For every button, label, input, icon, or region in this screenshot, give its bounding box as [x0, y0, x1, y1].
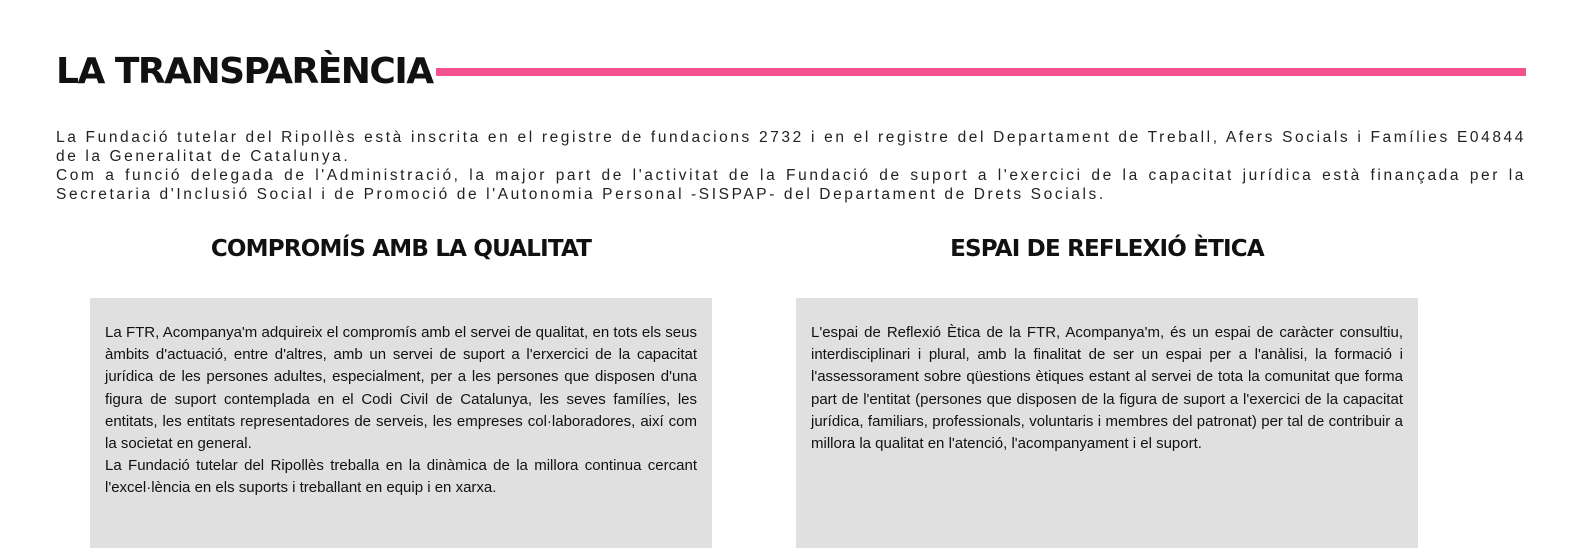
ethics-heading: ESPAI DE REFLEXIÓ ÈTICA: [950, 236, 1264, 262]
intro-text: [56, 128, 1526, 204]
title-accent-rule: [436, 68, 1526, 76]
ethics-card: [796, 298, 1418, 548]
page-title: LA TRANSPARÈNCIA: [56, 51, 433, 92]
quality-paragraph-commitment: La FTR, Acompanya'm adquireix el compromís amb el servei de qualitat, en tots els seus àmbits d'actuació, entre d'altres, amb un servei de suport a l'erxercici de la capacitat jurídica de les persones adultes, especialment, per a les persones que disposen d'una figura de suport contemplada en el Codi Civil de Catalunya, les seves famílíes, les entitats, les entitats representadores de serveis, les empreses col·laboradores, així com la societat en general.: [105, 324, 697, 453]
intro-paragraph-registry: La Fundació tutelar del Ripollès està inscrita en el registre de fundacions 2732 i en el registre del Departament de Treball, Afers Socials i Famílies E04844 de la Generalitat de Catalunya.: [56, 129, 1526, 165]
quality-card: [90, 298, 712, 548]
ethics-paragraph: L'espai de Reflexió Ètica de la FTR, Acompanya'm, és un espai de caràcter consultiu, interdisciplinari i plural, amb la finalitat de ser un espai per a l'anàlisi, la formació i l'assessorament sobre qüestions ètiques estant al servei de tota la comunitat que forma part de l'entitat (persones que disposen de la figura de suport a l'exercici de la capacitat jurídica, familiars, professionals, voluntaris i membres del patronat) per tal de contribuir a millora la qualitat en l'atenció, l'acompanyament i el suport.: [811, 324, 1403, 453]
quality-heading: COMPROMÍS AMB LA QUALITAT: [210, 236, 592, 262]
page-header: [56, 48, 1526, 98]
quality-paragraph-improvement: La Fundació tutelar del Ripollès treballa en la dinàmica de la millora continua cercant l'excel·lència en els suports i treballant en equip i en xarxa.: [105, 457, 697, 497]
intro-paragraph-funding: Com a funció delegada de l'Administració, la major part de l'activitat de la Fundació de suport a l'exercici de la capacitat jurídica està finançada per la Secretaria d'Inclusió Social i de Promoció de l'Autonomia Personal -SISPAP- del Departament de Drets Socials.: [56, 167, 1526, 203]
